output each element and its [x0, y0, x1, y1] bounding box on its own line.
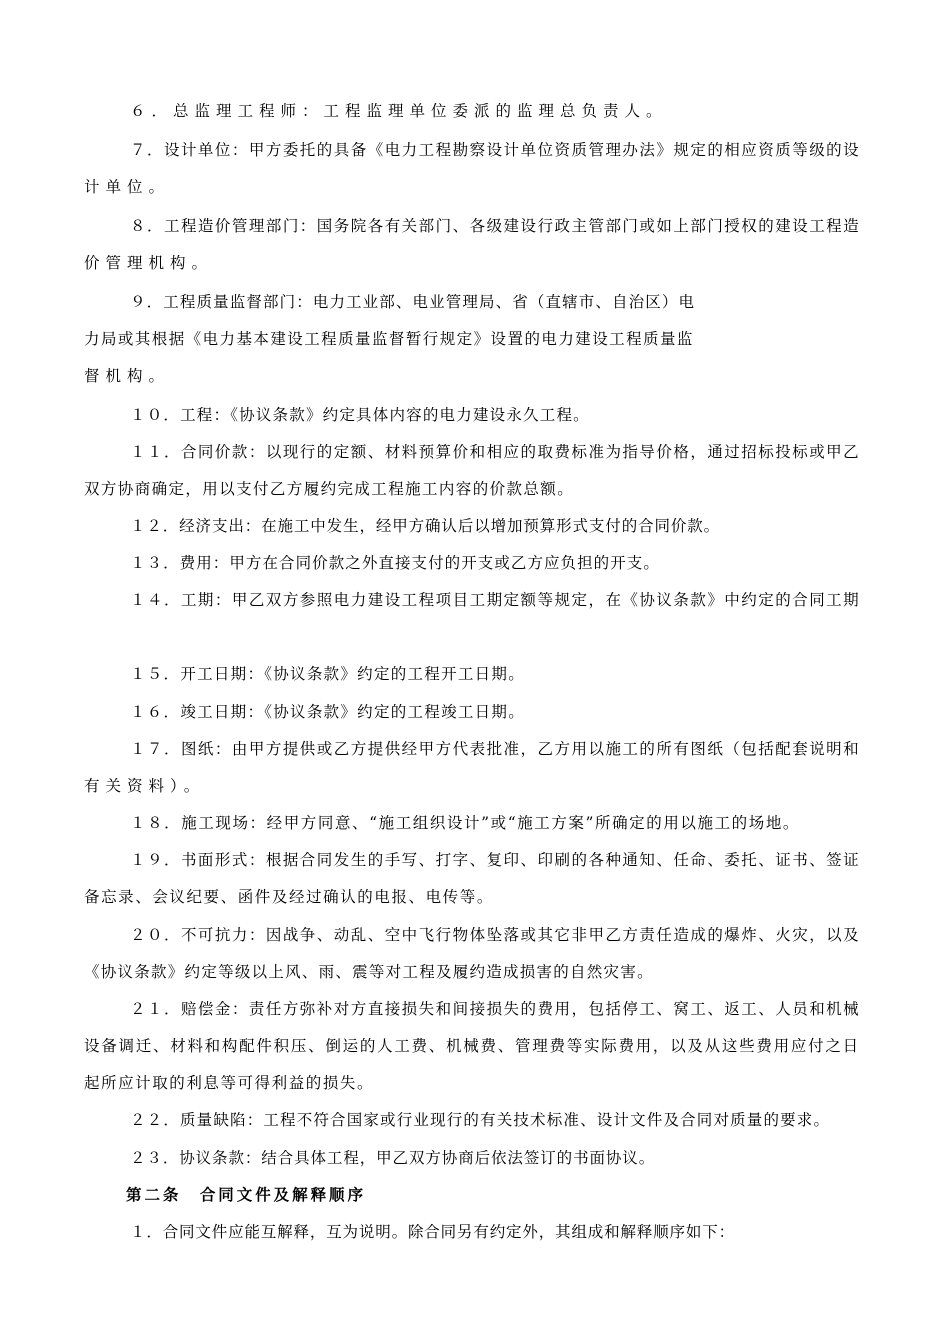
clause-21-cont: 起所应计取的利息等可得利益的损失。: [84, 1074, 375, 1092]
clause-7: ７．设计单位：甲方委托的具备《电力工程勘察设计单位资质管理办法》规定的相应资质等级的设: [130, 141, 861, 159]
clause-15: １５．开工日期：《协议条款》约定的工程开工日期。: [130, 665, 525, 683]
clause-16: １６．竣工日期：《协议条款》约定的工程竣工日期。: [130, 703, 525, 721]
clause-20: ２０．不可抗力：因战争、动乱、空中飞行物体坠落或其它非甲乙方责任造成的爆炸、火灾，以及: [130, 926, 861, 944]
clause-23: ２３．协议条款：结合具体工程，甲乙双方协商后依法签订的书面协议。: [130, 1149, 656, 1167]
section-2-clause-1: １．合同文件应能互解释，互为说明。除合同另有约定外，其组成和解释顺序如下：: [130, 1223, 735, 1241]
clause-17: １７．图纸：由甲方提供或乙方提供经甲方代表批准，乙方用以施工的所有图纸（包括配套说明和: [130, 740, 861, 758]
clause-8: ８．工程造价管理部门：国务院各有关部门、各级建设行政主管部门或如上部门授权的建设工程造: [130, 217, 861, 235]
clause-9: ９．工程质量监督部门：电力工业部、电业管理局、省（直辖市、自治区）电: [130, 293, 696, 311]
clause-21: ２１．赔偿金：责任方弥补对方直接损失和间接损失的费用，包括停工、窝工、返工、人员和机械: [130, 1000, 861, 1018]
clause-20-cont: 《协议条款》约定等级以上风、雨、震等对工程及履约造成损害的自然灾害。: [84, 963, 654, 981]
clause-19-cont: 备忘录、会议纪要、函件及经过确认的电报、电传等。: [84, 888, 494, 906]
clause-13: １３．费用：甲方在合同价款之外直接支付的开支或乙方应负担的开支。: [130, 554, 660, 572]
clause-9-cont: 力局或其根据《电力基本建设工程质量监督暂行规定》设置的电力建设工程质量监: [84, 330, 694, 348]
clause-14: １４．工期：甲乙双方参照电力建设工程项目工期定额等规定，在《协议条款》中约定的合同工期: [130, 591, 861, 609]
clause-22: ２２．质量缺陷：工程不符合国家或行业现行的有关技术标准、设计文件及合同对质量的要求。: [130, 1111, 831, 1129]
clause-7-cont: 计单位。: [84, 178, 171, 196]
clause-6: ６．总监理工程师：工程监理单位委派的监理总负责人。: [130, 102, 668, 120]
clause-21-cont: 设备调迁、材料和构配件积压、倒运的人工费、机械费、管理费等实际费用，以及从这些费用应付之日: [84, 1037, 860, 1055]
clause-11-cont: 双方协商确定，用以支付乙方履约完成工程施工内容的价款总额。: [84, 480, 575, 498]
clause-12: １２．经济支出：在施工中发生，经甲方确认后以增加预算形式支付的合同价款。: [130, 517, 721, 535]
clause-10: １０．工程：《协议条款》约定具体内容的电力建设永久工程。: [130, 406, 590, 424]
clause-17-cont: 有关资料）。: [84, 777, 206, 795]
clause-8-cont: 价管理机构。: [84, 254, 214, 272]
clause-11: １１．合同价款：以现行的定额、材料预算价和相应的取费标准为指导价格，通过招标投标或甲乙: [130, 443, 861, 461]
clause-9-cont: 督机构。: [84, 367, 171, 385]
clause-19: １９．书面形式：根据合同发生的手写、打字、复印、印刷的各种通知、任命、委托、证书、签证: [130, 851, 861, 869]
clause-18: １８．施工现场：经甲方同意、“施工组织设计”或“施工方案”所确定的用以施工的场地。: [130, 814, 800, 832]
section-heading: 第二条 合同文件及解释顺序: [126, 1185, 366, 1204]
